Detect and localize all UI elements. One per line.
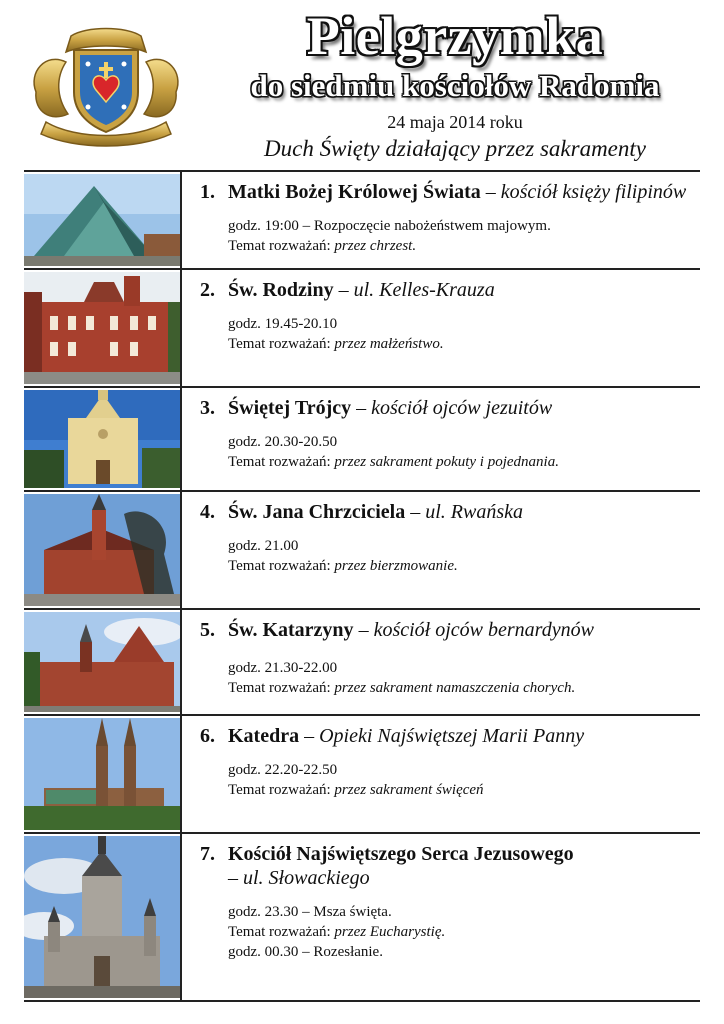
header: [0, 0, 724, 170]
church-heading: [200, 842, 692, 866]
row-divider: [180, 610, 182, 714]
church-name: Kościół Najświętszego Serca Jezusowego: [228, 843, 574, 865]
church-photo-1: [24, 174, 180, 266]
church-name: Św. Jana Chrzciciela: [228, 501, 406, 523]
church-photo-4: [24, 494, 180, 606]
schedule-time-dismissal: godz. 00.30 – Rozesłanie.: [228, 944, 383, 960]
church-heading-continued: [200, 866, 692, 890]
church-row-7: [24, 834, 700, 1002]
page-subtitle: do siedmiu kościołów Radomia: [250, 68, 660, 103]
separator: –: [299, 725, 320, 747]
page-title: Pielgrzymka: [306, 6, 604, 66]
row-divider: [180, 172, 182, 268]
church-row-6: [24, 716, 700, 834]
church-location: kościół ojców jezuitów: [371, 397, 553, 419]
church-photo-3: [24, 390, 180, 488]
church-row-5: [24, 610, 700, 716]
row-divider: [180, 834, 182, 1000]
church-schedule-table: [24, 170, 700, 1000]
theme-value: przez sakrament święceń: [334, 782, 484, 798]
church-name: Katedra: [228, 725, 300, 747]
row-divider: [180, 388, 182, 490]
separator: –: [405, 501, 426, 523]
church-location: ul. Słowackiego: [243, 867, 370, 889]
meditation-theme: [228, 922, 692, 942]
church-photo-2: [24, 272, 180, 384]
row-divider: [180, 270, 182, 386]
church-row-1: [24, 172, 700, 270]
separator: –: [480, 181, 501, 203]
church-number: 3.: [200, 397, 215, 419]
separator: –: [333, 279, 354, 301]
church-number: 7.: [200, 843, 215, 865]
church-heading: [200, 618, 692, 642]
church-name: Świętej Trójcy: [228, 397, 352, 419]
church-name: Św. Rodziny: [228, 279, 334, 301]
meditation-theme: [228, 452, 692, 472]
separator: –: [353, 619, 374, 641]
schedule-time: godz. 21.30-22.00: [228, 660, 338, 676]
meditation-theme: [228, 678, 692, 698]
church-location: ul. Kelles-Krauza: [353, 279, 495, 301]
church-number: 6.: [200, 725, 215, 747]
meditation-theme: [228, 236, 692, 256]
event-date: 24 maja 2014 roku: [387, 112, 523, 132]
theme-value: przez bierzmowanie.: [334, 558, 458, 574]
theme-value: przez sakrament namaszczenia chorych.: [334, 680, 576, 696]
meditation-theme: [228, 334, 692, 354]
row-divider: [180, 492, 182, 608]
theme-label: Temat rozważań:: [228, 782, 335, 798]
church-photo-5: [24, 612, 180, 712]
schedule-time: godz. 23.30 – Msza święta.: [228, 904, 392, 920]
event-theme: Duch Święty działający przez sakramenty: [264, 136, 646, 161]
separator: –: [228, 867, 243, 889]
church-location: kościół ojców bernardynów: [373, 619, 594, 641]
church-row-3: [24, 388, 700, 492]
diocese-crest-icon: [26, 22, 186, 150]
church-number: 2.: [200, 279, 215, 301]
schedule-time: godz. 22.20-22.50: [228, 762, 338, 778]
theme-label: Temat rozważań:: [228, 680, 335, 696]
schedule-time: godz. 19.45-20.10: [228, 316, 338, 332]
church-location: kościół księży filipinów: [500, 181, 687, 203]
church-heading: [200, 278, 692, 302]
theme-label: Temat rozważań:: [228, 558, 335, 574]
schedule-time: godz. 19:00 – Rozpoczęcie nabożeństwem majowym.: [228, 218, 551, 234]
church-name: Matki Bożej Królowej Świata: [228, 181, 481, 203]
church-photo-7: [24, 836, 180, 998]
theme-value: przez chrzest.: [334, 238, 417, 254]
theme-label: Temat rozważań:: [228, 924, 335, 940]
church-number: 1.: [200, 181, 215, 203]
theme-value: przez Eucharystię.: [334, 924, 446, 940]
church-number: 4.: [200, 501, 215, 523]
church-row-4: [24, 492, 700, 610]
meditation-theme: [228, 780, 692, 800]
separator: –: [351, 397, 372, 419]
church-row-2: [24, 270, 700, 388]
theme-label: Temat rozważań:: [228, 336, 335, 352]
church-heading: [200, 500, 692, 524]
theme-label: Temat rozważań:: [228, 454, 335, 470]
church-heading: [200, 724, 692, 748]
church-location: ul. Rwańska: [425, 501, 523, 523]
schedule-time: godz. 21.00: [228, 538, 299, 554]
schedule-time: godz. 20.30-20.50: [228, 434, 338, 450]
church-name: Św. Katarzyny: [228, 619, 354, 641]
row-divider: [180, 716, 182, 832]
church-heading: [200, 180, 692, 204]
theme-value: przez sakrament pokuty i pojednania.: [334, 454, 559, 470]
church-number: 5.: [200, 619, 215, 641]
theme-value: przez małżeństwo.: [334, 336, 444, 352]
church-heading: [200, 396, 692, 420]
theme-label: Temat rozważań:: [228, 238, 335, 254]
church-photo-6: [24, 718, 180, 830]
meditation-theme: [228, 556, 692, 576]
church-location: Opieki Najświętszej Marii Panny: [319, 725, 585, 747]
